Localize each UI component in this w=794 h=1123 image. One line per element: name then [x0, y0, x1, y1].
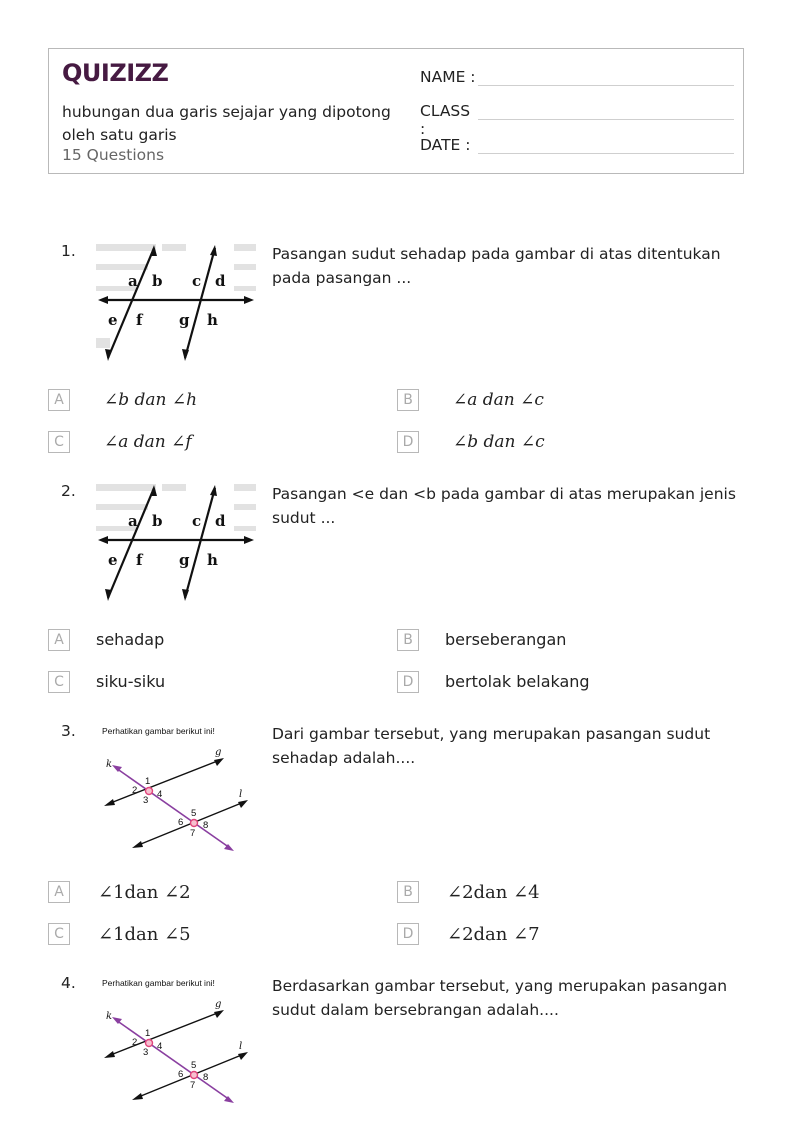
- question-text: Pasangan <e dan <b pada gambar di atas merupakan jenis sudut ...: [272, 485, 736, 527]
- fig-label: 2: [132, 785, 138, 796]
- option-text: berseberangan: [445, 630, 567, 649]
- fig-label: l: [239, 1041, 243, 1052]
- figure-caption: Perhatikan gambar berikut ini!: [102, 726, 215, 736]
- fig-label: 8: [203, 820, 209, 831]
- question-number: 4.: [61, 974, 76, 992]
- figure-caption: Perhatikan gambar berikut ini!: [102, 978, 215, 988]
- question-number: 1.: [61, 242, 76, 260]
- fig-label: g: [179, 311, 190, 329]
- option-letter-box: A: [48, 389, 70, 411]
- question-text: Pasangan sudut sehadap pada gambar di atas ditentukan pada pasangan ...: [272, 245, 721, 287]
- fig-label: 5: [191, 1060, 197, 1071]
- fig-label: c: [192, 512, 202, 530]
- parallel-lines-figure: [94, 482, 258, 606]
- option-text: bertolak belakang: [445, 672, 590, 691]
- fig-label: b: [152, 272, 163, 290]
- fig-label: c: [192, 272, 202, 290]
- fig-label: 7: [190, 828, 196, 839]
- name-line: [478, 85, 734, 86]
- option-letter-box: B: [397, 389, 419, 411]
- option-letter-box: D: [397, 923, 419, 945]
- fig-label: 4: [157, 789, 163, 800]
- option-letter-box: B: [397, 881, 419, 903]
- fig-label: a: [128, 512, 138, 530]
- question-number: 3.: [61, 722, 76, 740]
- fig-label: 8: [203, 1072, 209, 1083]
- fig-label: a: [128, 272, 138, 290]
- option-text: sehadap: [96, 630, 165, 649]
- option-letter-box: B: [397, 629, 419, 651]
- option-letter-box: D: [397, 431, 419, 453]
- name-label: NAME :: [420, 68, 476, 86]
- fig-label: 6: [178, 1069, 184, 1080]
- class-field[interactable]: [420, 102, 476, 138]
- fig-label: d: [215, 512, 226, 530]
- option-letter-box: C: [48, 671, 70, 693]
- fig-label: 3: [143, 795, 149, 806]
- option-text: ∠2dan ∠4: [447, 882, 540, 903]
- fig-label: g: [179, 551, 190, 569]
- question-count: 15 Questions: [62, 146, 165, 164]
- parallel-lines-figure: [94, 242, 258, 366]
- transversal-figure: [94, 722, 254, 854]
- option-text: ∠1dan ∠5: [98, 924, 191, 945]
- fig-label: 2: [132, 1037, 138, 1048]
- fig-label: 1: [145, 776, 151, 787]
- fig-label: e: [108, 551, 118, 569]
- fig-label: f: [136, 311, 143, 329]
- class-label: CLASS :: [420, 102, 471, 138]
- fig-label: g: [215, 999, 222, 1010]
- date-label: DATE :: [420, 136, 471, 154]
- option-text: ∠b dan ∠c: [453, 432, 545, 452]
- fig-label: h: [207, 551, 218, 569]
- fig-label: 7: [190, 1080, 196, 1091]
- date-field[interactable]: [420, 136, 476, 154]
- question-number: 2.: [61, 482, 76, 500]
- fig-label: h: [207, 311, 218, 329]
- option-letter-box: C: [48, 923, 70, 945]
- fig-label: d: [215, 272, 226, 290]
- fig-label: 6: [178, 817, 184, 828]
- option-text: ∠a dan ∠f: [104, 432, 192, 452]
- option-text: ∠a dan ∠c: [453, 390, 544, 410]
- fig-label: g: [215, 747, 222, 758]
- quizizz-logo: QUIZIZZ: [62, 59, 169, 87]
- name-field[interactable]: [420, 68, 476, 86]
- fig-label: 3: [143, 1047, 149, 1058]
- option-letter-box: A: [48, 881, 70, 903]
- option-text: ∠2dan ∠7: [447, 924, 540, 945]
- question-text: Dari gambar tersebut, yang merupakan pasangan sudut sehadap adalah....: [272, 725, 711, 767]
- question-text: Berdasarkan gambar tersebut, yang merupakan pasangan sudut dalam bersebrangan adalah....: [272, 977, 728, 1019]
- date-line: [478, 153, 734, 154]
- fig-label: f: [136, 551, 143, 569]
- worksheet-header: [48, 48, 744, 174]
- fig-label: 1: [145, 1028, 151, 1039]
- fig-label: k: [106, 759, 113, 770]
- fig-label: 4: [157, 1041, 163, 1052]
- option-letter-box: A: [48, 629, 70, 651]
- option-text: siku-siku: [96, 672, 166, 691]
- fig-label: e: [108, 311, 118, 329]
- option-letter-box: D: [397, 671, 419, 693]
- fig-label: l: [239, 789, 243, 800]
- class-line: [478, 119, 734, 120]
- transversal-figure: [94, 974, 254, 1106]
- fig-label: k: [106, 1011, 113, 1022]
- fig-label: b: [152, 512, 163, 530]
- option-text: ∠1dan ∠2: [98, 882, 191, 903]
- option-letter-box: C: [48, 431, 70, 453]
- option-text: ∠b dan ∠h: [104, 390, 198, 410]
- worksheet-title: hubungan dua garis sejajar yang dipotong oleh satu garis: [62, 103, 391, 144]
- fig-label: 5: [191, 808, 197, 819]
